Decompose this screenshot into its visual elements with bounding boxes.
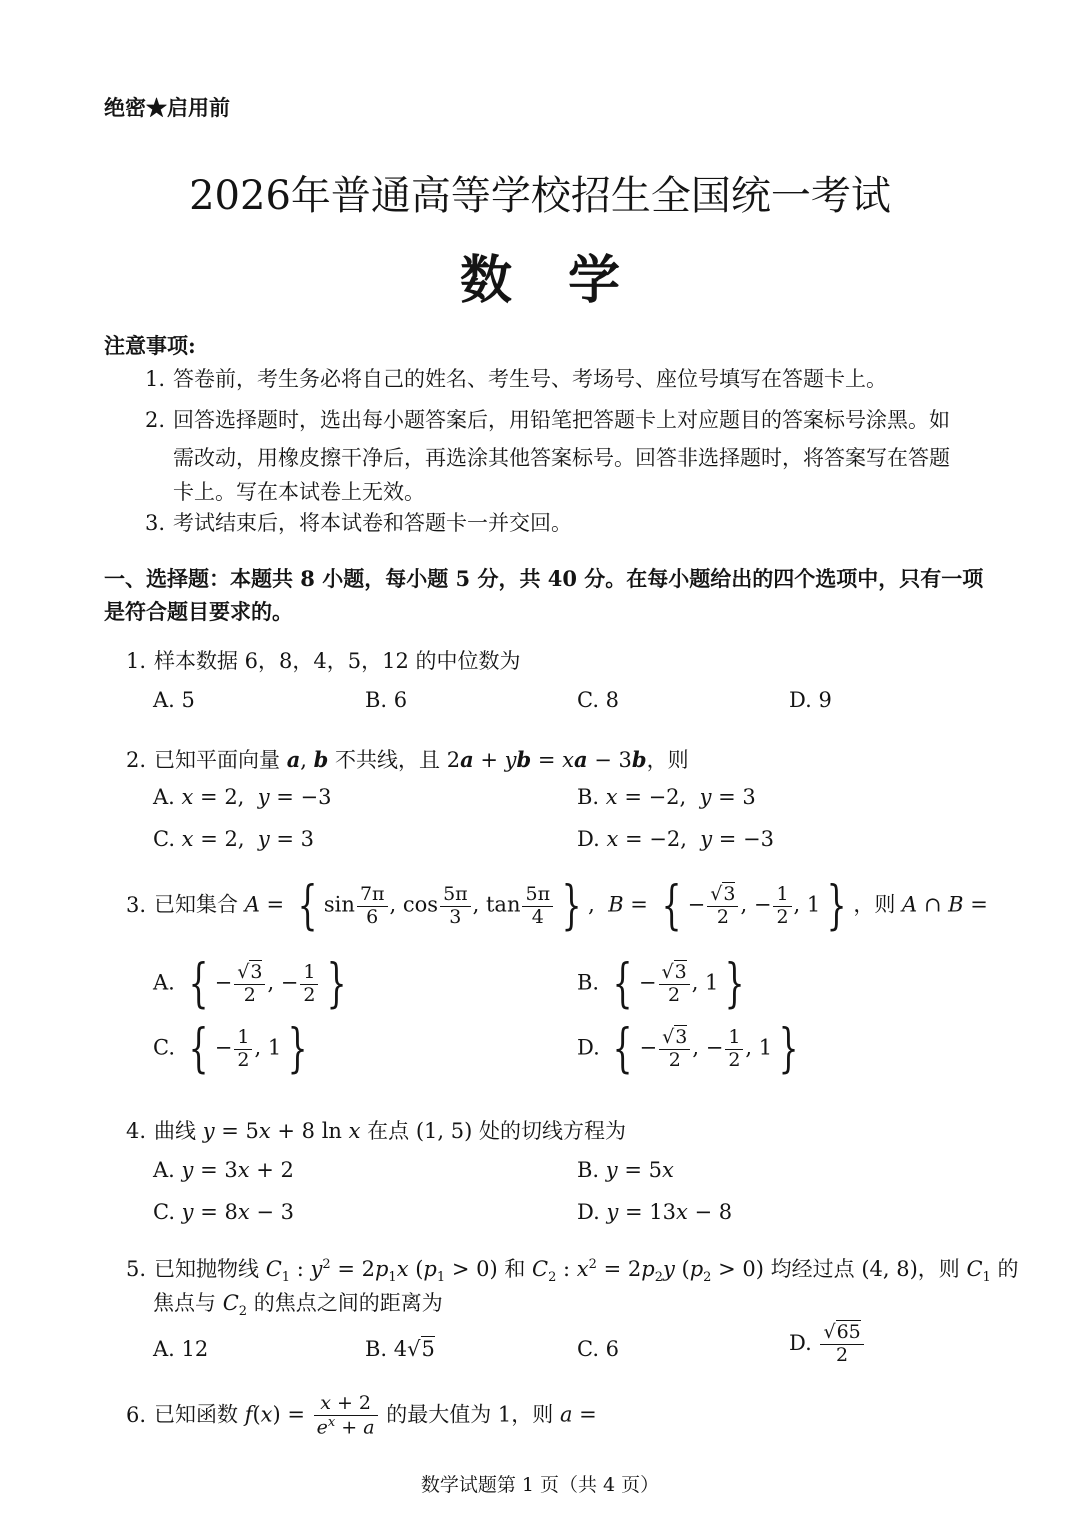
question-2-option-b: B. x = −2, y = 3	[577, 785, 756, 809]
question-2-option-c: C. x = 2, y = 3	[153, 827, 315, 851]
question-5-option-b: B. 4√5	[365, 1337, 435, 1361]
question-2-option-d: D. x = −2, y = −3	[577, 827, 775, 851]
notice-heading: 注意事项:	[104, 333, 196, 358]
question-3-option-a: A. { − $\frac{√3}{2}$ , − $\frac{1}{2}$ }	[153, 954, 347, 1014]
question-4-option-c: C. y = 8x − 3	[153, 1200, 295, 1224]
section-heading-line-1: 一、选择题：本题共 8 小题，每小题 5 分，共 40 分。在每小题给出的四个选项中，只有一项	[104, 566, 984, 591]
question-text: 样本数据 6，8，4，5，12 的中位数为	[154, 649, 521, 673]
notice-item-2-line-2: 需改动，用橡皮擦干净后，再选涂其他答案标号。回答非选择题时，将答案写在答题	[173, 446, 950, 470]
question-2-option-a: A. x = 2, y = −3	[153, 785, 332, 809]
question-4-option-b: B. y = 5x	[577, 1158, 674, 1182]
question-number: 5.	[126, 1257, 147, 1281]
question-text: 不共线，且	[328, 748, 447, 772]
question-text: 处的切线方程为	[472, 1119, 626, 1143]
question-3-option-b: B. { − $\frac{√3}{2}$ , 1 }	[577, 954, 745, 1014]
notice-item-number: 1.	[145, 367, 166, 391]
question-4-option-d: D. y = 13x − 8	[577, 1200, 733, 1224]
exam-title: 2026年普通高等学校招生全国统一考试	[189, 173, 891, 219]
question-text: 均经过点	[763, 1257, 862, 1281]
notice-item-2-line-3: 卡上。写在本试卷上无效。	[173, 480, 425, 504]
subject-title: 数学	[459, 250, 676, 311]
question-number: 2.	[126, 748, 147, 772]
question-1-option-c: C. 8	[577, 688, 620, 712]
question-text: ，则	[646, 748, 689, 772]
question-text: 已知平面向量	[154, 748, 287, 772]
question-text: 已知集合	[154, 892, 245, 917]
notice-item-number: 3.	[145, 511, 166, 535]
question-5-option-a: A. 12	[153, 1337, 209, 1361]
question-text: 的	[990, 1257, 1019, 1281]
question-number: 6.	[126, 1402, 147, 1427]
section-heading-line-2: 是符合题目要求的。	[104, 599, 293, 624]
question-6-stem: 6. 已知函数 f(x) = $\frac{x + 2}{e^x + a}$ 的最大值为 1，则 a =	[126, 1392, 597, 1439]
question-1-option-a: A. 5	[153, 688, 195, 712]
question-number: 3.	[126, 892, 147, 917]
question-text: ，则	[917, 1257, 967, 1281]
secret-label: 绝密★启用前	[104, 95, 230, 120]
notice-item-2	[145, 403, 950, 438]
question-1-option-b: B. 6	[365, 688, 408, 712]
question-text: 的焦点之间的距离为	[247, 1291, 443, 1315]
question-4-option-a: A. y = 3x + 2	[153, 1158, 294, 1182]
question-5-stem: 5. 已知抛物线 $C_1$ : $y^2 = 2p_1x$ $(p_1 > 0)$ 和 $C_2$ : $x^2 = 2p_2y$ $(p_2 > 0)$ 均经过点 (4, 8)，则 $C_1$ 的	[126, 1257, 1019, 1286]
notice-item-text: 考试结束后，将本试卷和答题卡一并交回。	[173, 511, 572, 535]
question-3-stem: 3. 已知集合 A = { sin $\frac{7\pi}{6}$ , cos $\frac{5\pi}{3}$ , tan $\frac{5\pi}{4}$ } , B = { − $\frac{√3}{2}$ , − $\frac{1}{2}$ , 1 } ，则 A ∩ B =	[126, 876, 988, 936]
question-number: 1.	[126, 649, 147, 673]
question-text: 已知函数	[154, 1402, 245, 1427]
question-5-option-d: D. $\frac{√65}{2}$	[789, 1322, 866, 1367]
notice-item-1	[145, 362, 887, 397]
question-text: 的最大值为 1，则	[379, 1402, 560, 1427]
question-4-stem: 4. 曲线 y = 5x + 8 ln x 在点 (1, 5) 处的切线方程为	[126, 1119, 626, 1143]
question-3-option-d: D. { − $\frac{√3}{2}$ , − $\frac{1}{2}$ , 1 }	[577, 1019, 799, 1079]
question-3-option-c: C. { − $\frac{1}{2}$ , 1 }	[153, 1019, 308, 1079]
question-5-stem-line-2: 焦点与 $C_2$ 的焦点之间的距离为	[153, 1291, 443, 1320]
question-2-stem: 2. 已知平面向量 a, b 不共线，且 2a + yb = xa − 3b，则	[126, 747, 689, 772]
question-1-option-d: D. 9	[789, 688, 832, 712]
notice-item-3	[145, 506, 572, 541]
question-text: 在点	[360, 1119, 416, 1143]
notice-item-text: 回答选择题时，选出每小题答案后，用铅笔把答题卡上对应题目的答案标号涂黑。如	[173, 408, 950, 432]
question-text: 焦点与	[153, 1291, 223, 1315]
question-5-option-c: C. 6	[577, 1337, 620, 1361]
page-footer: 数学试题第 1 页（共 4 页）	[420, 1474, 660, 1496]
question-text: 已知抛物线	[154, 1257, 266, 1281]
question-number: 4.	[126, 1119, 147, 1143]
question-text: 曲线	[154, 1119, 203, 1143]
notice-item-text: 答卷前，考生务必将自己的姓名、考生号、考场号、座位号填写在答题卡上。	[173, 367, 887, 391]
question-text: 和	[497, 1257, 532, 1281]
question-text: ，则	[853, 892, 903, 917]
notice-item-number: 2.	[145, 408, 166, 432]
question-1-stem	[126, 645, 521, 675]
